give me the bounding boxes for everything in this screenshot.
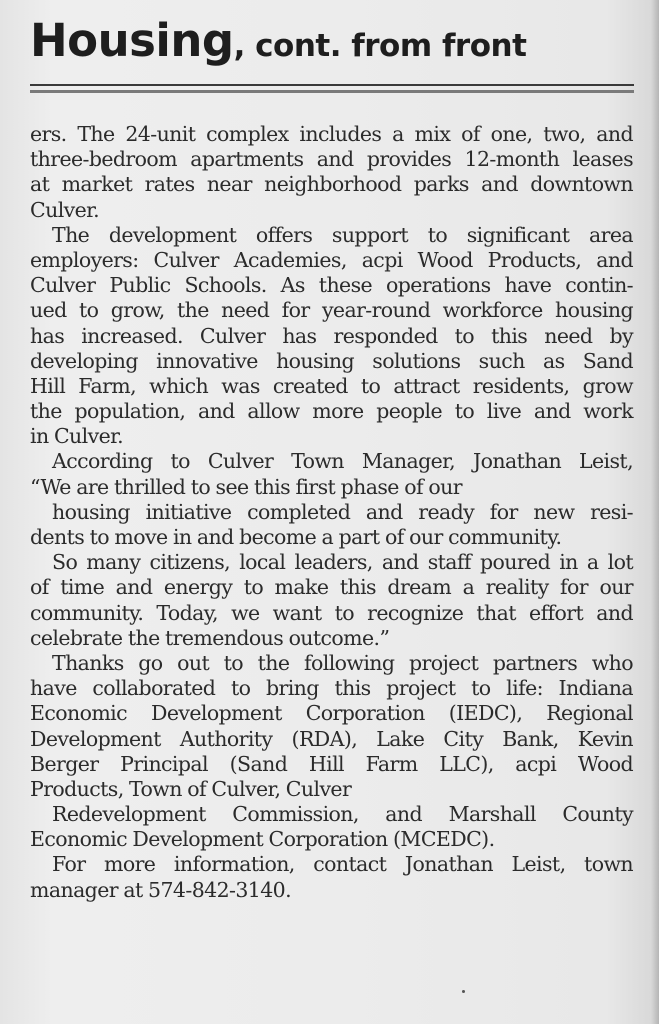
article-line: of time and energy to make this dream a reality for our <box>30 575 633 600</box>
article-line: Hill Farm, which was created to attract residents, grow <box>30 373 633 398</box>
article-line: has increased. Culver has responded to this need by <box>30 323 633 348</box>
article-line: For more information, contact Jonathan Leist, town <box>52 852 633 877</box>
headline-continuation: , cont. from front <box>233 28 527 64</box>
article-line: “We are thrilled to see this first phase of our <box>30 474 462 499</box>
article-line: Development Authority (RDA), Lake City Bank, Kevin <box>30 726 633 751</box>
page-edge-shadow <box>651 0 659 1024</box>
headline <box>30 14 640 67</box>
article-line: celebrate the tremendous outcome.” <box>30 625 390 650</box>
article-line: Culver Public Schools. As these operations have contin- <box>30 273 633 298</box>
article-line: ued to grow, the need for year-round workforce housing <box>30 298 633 323</box>
article-line: manager at 574-842-3140. <box>30 877 292 902</box>
article-line: Products, Town of Culver, Culver <box>30 776 352 801</box>
article-line: in Culver. <box>30 424 123 449</box>
article-line: The development offers support to significant area <box>52 222 633 247</box>
article-line: at market rates near neighborhood parks and downtown <box>30 172 633 197</box>
headline-main: Housing <box>30 14 234 67</box>
article-line: dents to move in and become a part of our community. <box>30 525 562 549</box>
article-line: ers. The 24-unit complex includes a mix of one, two, and <box>30 122 633 146</box>
article-line: Redevelopment Commission, and Marshall County <box>52 802 633 827</box>
article-line: Thanks go out to the following project partners who <box>52 650 633 675</box>
print-speck <box>462 990 465 993</box>
article-line: the population, and allow more people to live and work <box>30 399 633 424</box>
article-line: developing innovative housing solutions such as Sand <box>30 348 633 373</box>
article-line: Economic Development Corporation (MCEDC). <box>30 827 495 852</box>
article-body <box>30 122 633 903</box>
article-line: So many citizens, local leaders, and staff poured in a lot <box>52 550 633 575</box>
article-line: Culver. <box>30 197 100 222</box>
article-line: housing initiative completed and ready for new resi- <box>52 499 633 524</box>
article-line: Berger Principal (Sand Hill Farm LLC), acpi Wood <box>30 751 633 776</box>
headline-rule-thick <box>30 90 634 93</box>
article-line: Economic Development Corporation (IEDC), Regional <box>30 701 633 726</box>
article-line: have collaborated to bring this project to life: Indiana <box>30 676 633 701</box>
article-line: According to Culver Town Manager, Jonathan Leist, <box>52 449 633 474</box>
article-line: three-bedroom apartments and provides 12-month leases <box>30 147 633 172</box>
article-line: community. Today, we want to recognize that effort and <box>30 600 633 625</box>
headline-rule-thin <box>30 84 634 86</box>
article-line: employers: Culver Academies, acpi Wood Products, and <box>30 247 633 272</box>
